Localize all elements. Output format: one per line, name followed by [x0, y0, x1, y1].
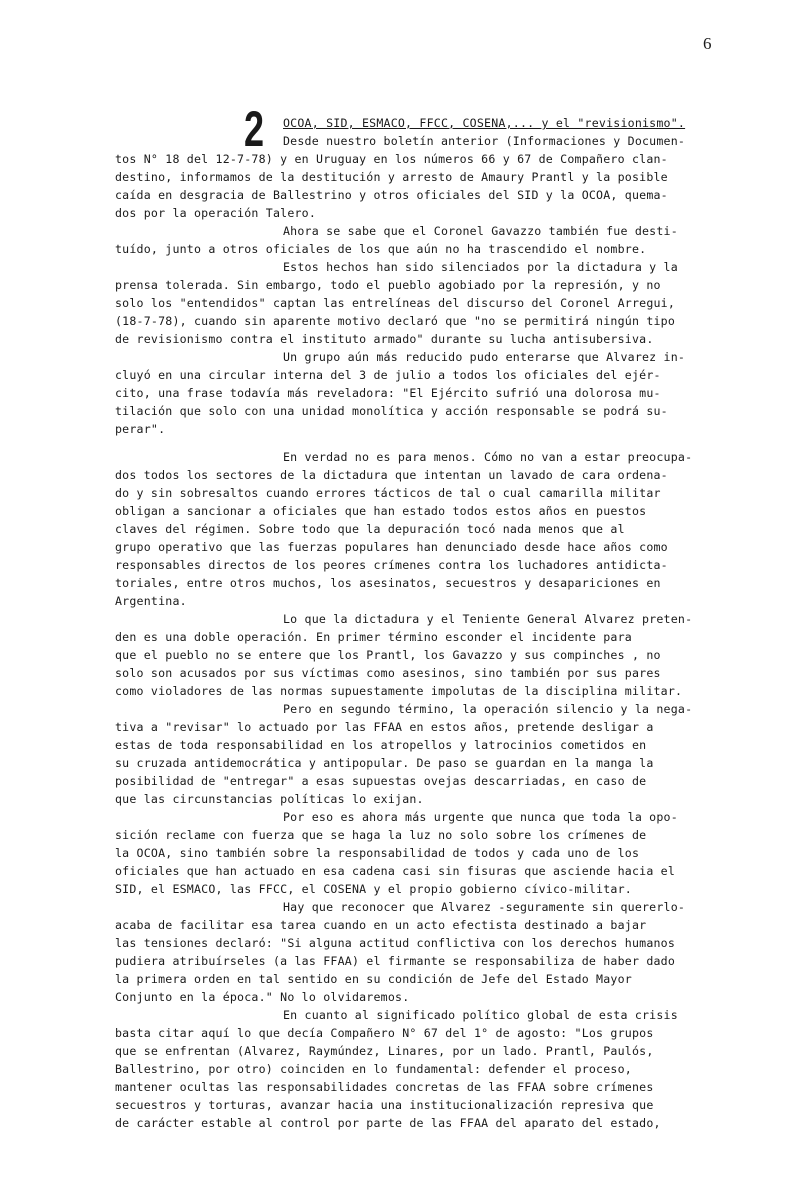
- text-line: tilación que solo con una unidad monolítica y acción responsable se podrá su-: [115, 404, 668, 418]
- text-line: Pero en segundo término, la operación silencio y la nega-: [283, 702, 693, 716]
- text-line: Hay que reconocer que Alvarez -seguramente sin quererlo-: [283, 900, 686, 914]
- text-line: grupo operativo que las fuerzas populares han denunciado desde hace años como: [115, 540, 668, 554]
- text-line: caída en desgracia de Ballestrino y otros oficiales del SID y la OCOA, quema-: [115, 188, 668, 202]
- text-line: pudiera atribuírseles (a las FFAA) el firmante se responsabiliza de haber dado: [115, 954, 676, 968]
- text-line: dos por la operación Talero.: [115, 206, 317, 220]
- text-line: acaba de facilitar esa tarea cuando en un acto efectista destinado a bajar: [115, 918, 647, 932]
- text-line: Conjunto en la época." No lo olvidaremos.: [115, 990, 410, 1004]
- text-line: basta citar aquí lo que decía Compañero N° 67 del 1° de agosto: "Los grupos: [115, 1026, 654, 1040]
- text-line: den es una doble operación. En primer término esconder el incidente para: [115, 630, 632, 644]
- text-line: responsables directos de los peores crímenes contra los luchadores antidicta-: [115, 558, 668, 572]
- text-line: de revisionismo contra el instituto armado" durante su lucha antisubersiva.: [115, 332, 654, 346]
- page-number: 6: [703, 34, 712, 53]
- text-line: Desde nuestro boletín anterior (Informaciones y Documen-: [283, 134, 686, 148]
- text-line: estas de toda responsabilidad en los atropellos y latrocinios cometidos en: [115, 738, 647, 752]
- text-line: cluyó en una circular interna del 3 de julio a todos los oficiales del ejér-: [115, 368, 661, 382]
- text-line: la primera orden en tal sentido en su condición de Jefe del Estado Mayor: [115, 972, 632, 986]
- text-line: solo son acusados por sus víctimas como asesinos, sino también por sus pares: [115, 666, 661, 680]
- text-line: Por eso es ahora más urgente que nunca que toda la opo-: [283, 810, 678, 824]
- text-line: perar".: [115, 422, 166, 436]
- text-line: las tensiones declaró: "Si alguna actitud conflictiva con los derechos humanos: [115, 936, 676, 950]
- text-line: que las circunstancias políticas lo exijan.: [115, 792, 424, 806]
- text-line: Lo que la dictadura y el Teniente General Alvarez preten-: [283, 612, 693, 626]
- text-line: do y sin sobresaltos cuando errores tácticos de tal o cual camarilla militar: [115, 486, 661, 500]
- text-line: Ahora se sabe que el Coronel Gavazzo también fue desti-: [283, 224, 678, 238]
- text-line: Argentina.: [115, 594, 187, 608]
- text-line: prensa tolerada. Sin embargo, todo el pueblo agobiado por la represión, y no: [115, 278, 661, 292]
- text-line: la OCOA, sino también sobre la responsabilidad de todos y cada uno de los: [115, 846, 640, 860]
- text-line: tos N° 18 del 12-7-78) y en Uruguay en los números 66 y 67 de Compañero clan-: [115, 152, 668, 166]
- text-line: (18-7-78), cuando sin aparente motivo declaró que "no se permitirá ningún tipo: [115, 314, 676, 328]
- text-line: En verdad no es para menos. Cómo no van a estar preocupa-: [283, 450, 693, 464]
- text-line: claves del régimen. Sobre todo que la depuración tocó nada menos que al: [115, 522, 625, 536]
- text-line: En cuanto al significado político global de esta crisis: [283, 1008, 678, 1022]
- text-line: sición reclame con fuerza que se haga la luz no solo sobre los crímenes de: [115, 828, 647, 842]
- text-line: que el pueblo no se entere que los Prantl, los Gavazzo y sus compinches , no: [115, 648, 661, 662]
- text-line: toriales, entre otros muchos, los asesinatos, secuestros y desapariciones en: [115, 576, 661, 590]
- section-heading: OCOA, SID, ESMACO, FFCC, COSENA,... y el "revisionismo".: [283, 116, 686, 130]
- text-line: cito, una frase todavía más reveladora: "El Ejército sufrió una dolorosa mu-: [115, 386, 661, 400]
- text-line: solo los "entendidos" captan las entrelíneas del discurso del Coronel Arregui,: [115, 296, 676, 310]
- text-line: destino, informamos de la destitución y arresto de Amaury Prantl y la posible: [115, 170, 668, 184]
- text-line: Estos hechos han sido silenciados por la dictadura y la: [283, 260, 678, 274]
- text-line: secuestros y torturas, avanzar hacia una institucionalización represiva que: [115, 1098, 654, 1112]
- section-number: 2: [244, 101, 265, 157]
- text-line: obligan a sancionar a oficiales que han estado todos estos años en puestos: [115, 504, 647, 518]
- text-line: mantener ocultas las responsabilidades concretas de las FFAA sobre crímenes: [115, 1080, 654, 1094]
- text-line: oficiales que han actuado en esa cadena casi sin fisuras que asciende hacia el: [115, 864, 676, 878]
- text-line: tiva a "revisar" lo actuado por las FFAA en estos años, pretende desligar a: [115, 720, 654, 734]
- text-line: de carácter estable al control por parte de las FFAA del aparato del estado,: [115, 1116, 661, 1130]
- text-line: que se enfrentan (Alvarez, Raymúndez, Linares, por un lado. Prantl, Paulós,: [115, 1044, 654, 1058]
- text-line: posibilidad de "entregar" a esas supuestas ovejas descarriadas, en caso de: [115, 774, 647, 788]
- text-line: SID, el ESMACO, las FFCC, el COSENA y el propio gobierno cívico-militar.: [115, 882, 632, 896]
- text-line: tuído, junto a otros oficiales de los que aún no ha trascendido el nombre.: [115, 242, 647, 256]
- text-line: su cruzada antidemocrática y antipopular. De paso se guardan en la manga la: [115, 756, 654, 770]
- text-line: Un grupo aún más reducido pudo enterarse que Alvarez in-: [283, 350, 686, 364]
- text-line: dos todos los sectores de la dictadura que intentan un lavado de cara ordena-: [115, 468, 668, 482]
- text-line: como violadores de las normas supuestamente impolutas de la disciplina militar.: [115, 684, 683, 698]
- text-line: Ballestrino, por otro) coinciden en lo fundamental: defender el proceso,: [115, 1062, 632, 1076]
